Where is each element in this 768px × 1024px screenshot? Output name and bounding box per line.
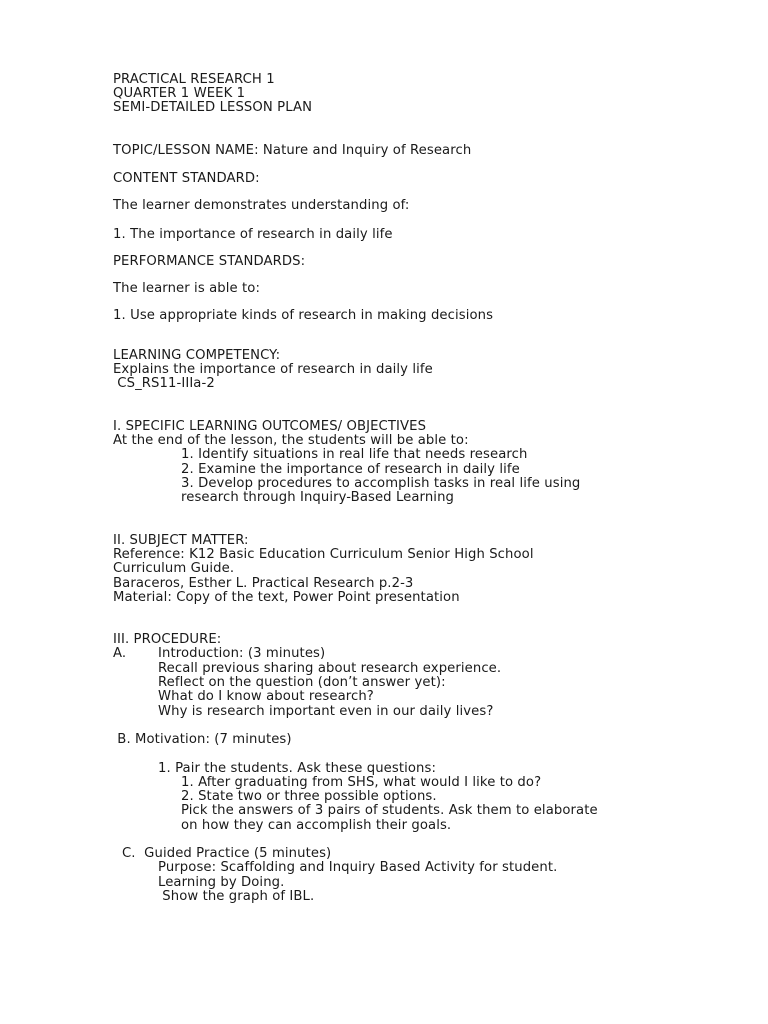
subject-matter-book: Baraceros, Esther L. Practical Research p.2-3 (113, 576, 414, 591)
learning-competency-heading: LEARNING COMPETENCY: (113, 348, 281, 363)
learning-competency-code: CS_RS11-IIIa-2 (113, 376, 215, 391)
subject-matter-material: Material: Copy of the text, Power Point presentation (113, 590, 460, 605)
motivation-step: 1. Pair the students. Ask these questions: (158, 761, 437, 776)
guided-practice-line: Purpose: Scaffolding and Inquiry Based Activity for student. (158, 860, 558, 875)
motivation-line: 1. After graduating from SHS, what would I like to do? (181, 775, 542, 790)
objective-item: 2. Examine the importance of research in daily life (181, 462, 520, 477)
guided-practice-line: Learning by Doing. (158, 875, 285, 890)
objective-item: 1. Identify situations in real life that needs research (181, 447, 528, 462)
procedure-step-letter: A. (113, 646, 127, 661)
subject-matter-reference-continued: Curriculum Guide. (113, 561, 235, 576)
subject-title: PRACTICAL RESEARCH 1 (113, 72, 275, 87)
introduction-line: Reflect on the question (don’t answer yet): (158, 675, 446, 690)
performance-standards-item: 1. Use appropriate kinds of research in making decisions (113, 308, 494, 323)
procedure-heading: III. PROCEDURE: (113, 632, 222, 647)
performance-standards-heading: PERFORMANCE STANDARDS: (113, 254, 306, 269)
content-standard-heading: CONTENT STANDARD: (113, 171, 260, 186)
content-standard-intro: The learner demonstrates understanding of: (113, 198, 410, 213)
guided-practice-line: Show the graph of IBL. (158, 889, 315, 904)
introduction-line: Why is research important even in our daily lives? (158, 704, 494, 719)
motivation-line: 2. State two or three possible options. (181, 789, 437, 804)
lesson-plan-type: SEMI-DETAILED LESSON PLAN (113, 100, 313, 115)
topic-line: TOPIC/LESSON NAME: Nature and Inquiry of Research (113, 143, 472, 158)
performance-standards-intro: The learner is able to: (113, 281, 260, 296)
content-standard-item: 1. The importance of research in daily life (113, 227, 393, 242)
guided-practice-title: C. Guided Practice (5 minutes) (122, 846, 332, 861)
quarter-week: QUARTER 1 WEEK 1 (113, 86, 246, 101)
introduction-title: Introduction: (3 minutes) (158, 646, 326, 661)
introduction-line: What do I know about research? (158, 689, 374, 704)
motivation-line: on how they can accomplish their goals. (181, 818, 452, 833)
objective-item: 3. Develop procedures to accomplish tasks in real life using (181, 476, 581, 491)
subject-matter-heading: II. SUBJECT MATTER: (113, 533, 249, 548)
subject-matter-reference: Reference: K12 Basic Education Curriculum Senior High School (113, 547, 534, 562)
objective-item-continued: research through Inquiry-Based Learning (181, 490, 454, 505)
objectives-intro: At the end of the lesson, the students will be able to: (113, 433, 469, 448)
introduction-line: Recall previous sharing about research experience. (158, 661, 502, 676)
motivation-title: B. Motivation: (7 minutes) (113, 732, 292, 747)
learning-competency-text: Explains the importance of research in daily life (113, 362, 433, 377)
motivation-line: Pick the answers of 3 pairs of students. Ask them to elaborate (181, 803, 598, 818)
objectives-heading: I. SPECIFIC LEARNING OUTCOMES/ OBJECTIVES (113, 419, 427, 434)
